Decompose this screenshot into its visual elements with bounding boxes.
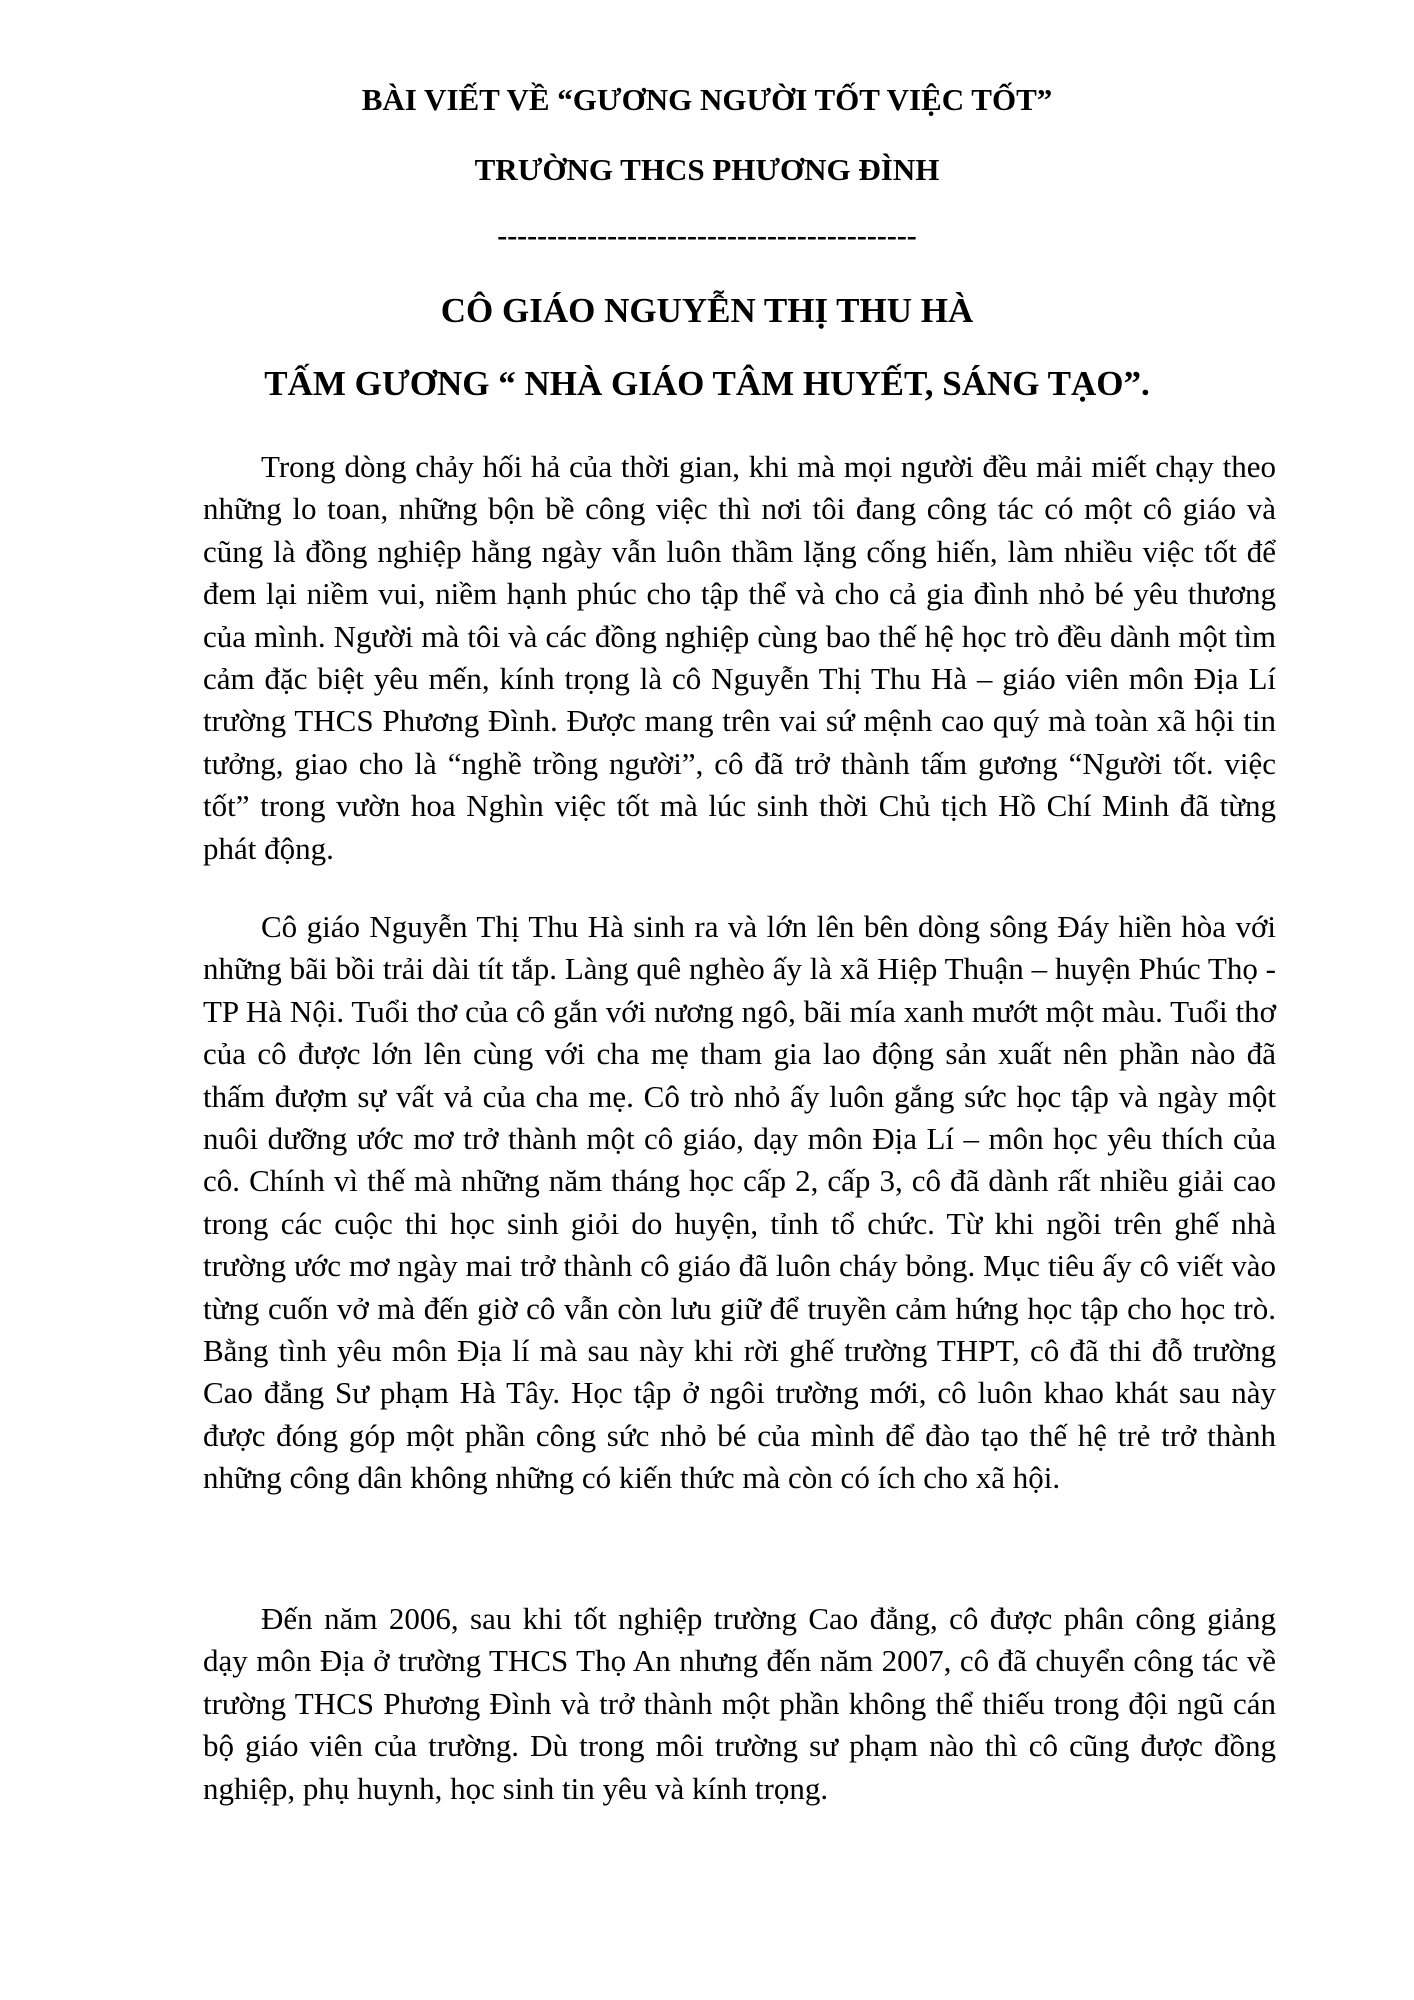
article-title-line-2: TẤM GƯƠNG “ NHÀ GIÁO TÂM HUYẾT, SÁNG TẠO”. [264, 364, 1150, 403]
article-category-heading: BÀI VIẾT VỀ “GƯƠNG NGƯỜI TỐT VIỆC TỐT” [361, 82, 1053, 117]
body-paragraph-1: Trong dòng chảy hối hả của thời gian, khi mà mọi người đều mải miết chạy theo những lo toan, những bộn bề công việc thì nơi tôi đang công tác có một cô giáo và cũng là đồng nghiệp hằng ngày vẫn luôn thầm lặng cống hiến, làm nhiều việc tốt để đem lại niềm vui, niềm hạnh phúc cho tập thể và cho cả gia đình nhỏ bé yêu thương của mình. Người mà tôi và các đồng nghiệp cùng bao thế hệ học trò đều dành một tìm cảm đặc biệt yêu mến, kính trọng là cô Nguyễn Thị Thu Hà – giáo viên môn Địa Lí trường THCS Phương Đình. Được mang trên vai sứ mệnh cao quý mà toàn xã hội tin tưởng, giao cho là “nghề trồng người”, cô đã trở thành tấm gương “Người tốt. việc tốt” trong vườn hoa Nghìn việc tốt mà lúc sinh thời Chủ tịch Hồ Chí Minh đã từng phát động. [203, 449, 1276, 866]
dashed-separator: ------------------------------------------ [497, 219, 917, 252]
school-name-heading: TRƯỜNG THCS PHƯƠNG ĐÌNH [474, 152, 940, 187]
body-paragraph-3: Đến năm 2006, sau khi tốt nghiệp trường Cao đẳng, cô được phân công giảng dạy môn Địa ở trường THCS Thọ An nhưng đến năm 2007, cô đã chuyển công tác về trường THCS Phương Đình và trở thành một phần không thể thiếu trong đội ngũ cán bộ giáo viên của trường. Dù trong môi trường sư phạm nào thì cô cũng được đồng nghiệp, phụ huynh, học sinh tin yêu và kính trọng. [203, 1601, 1276, 1806]
body-paragraph-2: Cô giáo Nguyễn Thị Thu Hà sinh ra và lớn lên bên dòng sông Đáy hiền hòa với những bãi bồi trải dài tít tắp. Làng quê nghèo ấy là xã Hiệp Thuận – huyện Phúc Thọ - TP Hà Nội. Tuổi thơ của cô gắn với nương ngô, bãi mía xanh mướt một màu. Tuổi thơ của cô được lớn lên cùng với cha mẹ tham gia lao động sản xuất nên phần nào đã thấm đượm sự vất vả của cha mẹ. Cô trò nhỏ ấy luôn gắng sức học tập và ngày một nuôi dưỡng ước mơ trở thành một cô giáo, dạy môn Địa Lí – môn học yêu thích của cô. Chính vì thế mà những năm tháng học cấp 2, cấp 3, cô đã dành rất nhiều giải cao trong các cuộc thi học sinh giỏi do huyện, tỉnh tổ chức. Từ khi ngồi trên ghế nhà trường ước mơ ngày mai trở thành cô giáo đã luôn cháy bỏng. Mục tiêu ấy cô viết vào từng cuốn vở mà đến giờ cô vẫn còn lưu giữ để truyền cảm hứng học tập cho học trò. Bằng tình yêu môn Địa lí mà sau này khi rời ghế trường THPT, cô đã thi đỗ trường Cao đẳng Sư phạm Hà Tây. Học tập ở ngôi trường mới, cô luôn khao khát sau này được đóng góp một phần công sức nhỏ bé của mình để đào tạo thế hệ trẻ trở thành những công dân không những có kiến thức mà còn có ích cho xã hội. [203, 909, 1276, 1496]
article-title-line-1: CÔ GIÁO NGUYỄN THỊ THU HÀ [440, 291, 974, 330]
